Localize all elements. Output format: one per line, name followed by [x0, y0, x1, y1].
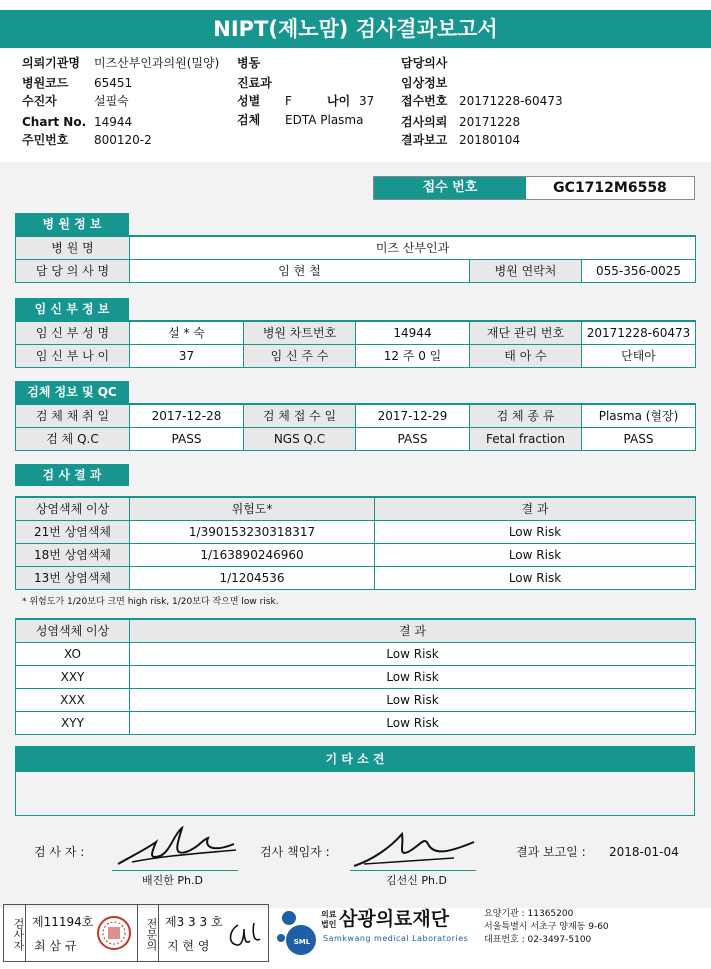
table-row — [16, 344, 696, 367]
table-row — [16, 688, 696, 711]
pregnant-name-value: 설 * 숙 — [130, 321, 244, 344]
specialist-name: 지 현 영 — [167, 939, 210, 953]
chart-no-row — [22, 113, 132, 131]
examiner-role-label: 검사자 — [4, 905, 26, 961]
chromosome-name: 18번 상염색체 — [16, 543, 130, 566]
specialist-signature — [224, 915, 264, 951]
ngs-qc-label: NGS Q.C — [244, 427, 356, 450]
report-date-value: 2018-01-04 — [609, 845, 679, 859]
sex-row — [237, 92, 374, 110]
ward-label: 병동 — [237, 56, 261, 70]
care-institution-no: 요양기관 : 11365200 — [484, 909, 574, 919]
specimen-section-title: 검체 정보 및 QC — [15, 381, 129, 403]
chart-number-label: 병원 차트번호 — [244, 321, 356, 344]
age-value: 37 — [359, 94, 375, 108]
result-value: Low Risk — [375, 520, 696, 543]
risk-value: 1/163890246960 — [130, 543, 375, 566]
risk-value: 1/1204536 — [130, 566, 375, 589]
foundation-number-value: 20171228-60473 — [582, 321, 696, 344]
specimen-info-table — [15, 403, 696, 451]
examiner-license-no: 제11194호 — [32, 915, 94, 929]
specimen-type-value: Plasma (혈장) — [582, 404, 696, 427]
sml-logo-text: SML — [293, 938, 311, 946]
organization-phone: 대표번호 : 02-3497-5100 — [484, 935, 592, 945]
sex-chromosome-name: XYY — [16, 711, 130, 734]
table-row — [16, 566, 696, 589]
specimen-row — [237, 111, 363, 129]
sex-result-value: Low Risk — [130, 688, 696, 711]
chart-no-label: Chart No. — [22, 115, 87, 129]
result-value: Low Risk — [375, 543, 696, 566]
doctor-row — [401, 54, 447, 72]
table-row — [16, 236, 696, 259]
result-value: Low Risk — [375, 566, 696, 589]
responsible-label: 검사 책임자 : — [260, 845, 330, 859]
fetal-fraction-value: PASS — [582, 427, 696, 450]
recipient-row — [22, 92, 129, 110]
hospital-name-label: 의뢰기관명 — [22, 56, 80, 70]
resident-no-value: 800120-2 — [94, 133, 152, 147]
fetus-count-label: 태 아 수 — [470, 344, 582, 367]
table-row — [16, 427, 696, 450]
sex-result-value: Low Risk — [130, 711, 696, 734]
org-prefix-bottom: 법인 — [321, 920, 337, 929]
specialist-role-label: 전문의 — [137, 905, 159, 961]
tester-name: 배진한 Ph.D — [142, 874, 203, 887]
table-header-row — [16, 497, 696, 520]
tester-sign-line — [112, 870, 238, 871]
table-row — [16, 321, 696, 344]
receipt-row — [401, 92, 563, 110]
tester-label: 검 사 자 : — [34, 845, 85, 859]
organization-name: 삼광의료재단 — [339, 908, 450, 930]
sex-label: 성별 — [237, 94, 261, 108]
remarks-title: 기 타 소 견 — [15, 746, 695, 772]
dept-row — [237, 74, 272, 92]
dept-label: 진료과 — [237, 76, 272, 90]
recipient-label: 수진자 — [22, 94, 57, 108]
organization-english-name: Samkwang medical Laboratories — [323, 934, 469, 943]
clinical-info-row — [401, 74, 447, 92]
examiner-seal-icon — [96, 915, 132, 951]
risk-footnote: * 위험도가 1/20보다 크면 high risk, 1/20보다 작으면 low risk. — [22, 597, 279, 607]
report-label: 결과보고 — [401, 133, 448, 147]
chart-number-value: 14944 — [356, 321, 470, 344]
specimen-qc-value: PASS — [130, 427, 244, 450]
sex-chromosome-name: XXX — [16, 688, 130, 711]
doctor-name-value: 임 현 철 — [130, 259, 470, 282]
pregnant-name-label: 임 신 부 성 명 — [16, 321, 130, 344]
receipt-date-value: 2017-12-29 — [356, 404, 470, 427]
receipt-date-label: 검 체 접 수 일 — [244, 404, 356, 427]
hospital-name-value: 미즈산부인과의원(밀양) — [94, 56, 220, 70]
resident-no-label: 주민번호 — [22, 133, 69, 147]
collection-date-label: 검 체 채 취 일 — [16, 404, 130, 427]
hospital-name-row — [22, 54, 219, 72]
org-prefix-top: 의료 — [321, 910, 337, 919]
test-request-value: 20171228 — [459, 115, 521, 129]
responsible-sign-line — [350, 870, 476, 871]
pregnant-section-title: 임 신 부 정 보 — [15, 298, 129, 320]
risk-column-header: 위험도* — [130, 497, 375, 520]
ward-row — [237, 54, 260, 72]
report-date-row — [401, 131, 520, 149]
pregnant-age-label: 임 신 부 나 이 — [16, 344, 130, 367]
pregnant-info-table — [15, 320, 696, 368]
sex-chromosome-column-header: 성염색체 이상 — [16, 619, 130, 642]
receipt-label: 접수번호 — [401, 94, 448, 108]
sex-result-value: Low Risk — [130, 642, 696, 665]
sex-value: F — [285, 94, 292, 108]
hospital-info-table — [15, 235, 696, 283]
autosome-column-header: 상염색체 이상 — [16, 497, 130, 520]
gestation-weeks-value: 12 주 0 일 — [356, 344, 470, 367]
sex-chromosome-name: XO — [16, 642, 130, 665]
specimen-qc-label: 검 체 Q.C — [16, 427, 130, 450]
table-row — [16, 404, 696, 427]
chromosome-name: 21번 상염색체 — [16, 520, 130, 543]
report-value: 20180104 — [459, 133, 521, 147]
sex-result-column-header: 결 과 — [130, 619, 696, 642]
test-request-row — [401, 113, 520, 131]
report-date-label: 결과 보고일 : — [516, 845, 586, 859]
gestation-weeks-label: 임 신 주 수 — [244, 344, 356, 367]
recipient-value: 설필숙 — [94, 94, 129, 108]
tester-signature — [112, 826, 242, 870]
resident-no-row — [22, 131, 152, 149]
report-title: NIPT(제노맘) 검사결과보고서 — [0, 10, 711, 48]
table-row — [16, 665, 696, 688]
hospital-code-value: 65451 — [94, 76, 133, 90]
remarks-body — [15, 772, 695, 816]
fetal-fraction-label: Fetal fraction — [470, 427, 582, 450]
examiner-name: 최 삼 규 — [34, 939, 77, 953]
clinical-info-label: 임상정보 — [401, 76, 448, 90]
receipt-number-label: 접수 번호 — [374, 177, 526, 199]
fetus-count-value: 단태아 — [582, 344, 696, 367]
table-header-row — [16, 619, 696, 642]
specimen-value: EDTA Plasma — [285, 113, 364, 127]
hospital-phone-value: 055-356-0025 — [582, 259, 696, 282]
certification-box — [3, 904, 269, 962]
hospital-section-title: 병 원 정 보 — [15, 213, 129, 235]
risk-value: 1/390153230318317 — [130, 520, 375, 543]
specimen-type-label: 검 체 종 류 — [470, 404, 582, 427]
table-row — [16, 543, 696, 566]
organization-logo-area — [275, 904, 705, 962]
sex-result-value: Low Risk — [130, 665, 696, 688]
organization-address: 서울특별시 서초구 양재동 9-60 — [484, 922, 609, 932]
hospital-phone-label: 병원 연락처 — [470, 259, 582, 282]
specimen-label: 검체 — [237, 113, 261, 127]
table-row — [16, 520, 696, 543]
result-section-title: 검 사 결 과 — [15, 464, 129, 486]
responsible-signature — [350, 826, 480, 870]
organization-contact — [484, 908, 609, 947]
age-label: 나이 — [327, 94, 351, 108]
chromosome-name: 13번 상염색체 — [16, 566, 130, 589]
result-column-header: 결 과 — [375, 497, 696, 520]
patient-info-grid — [0, 52, 711, 160]
collection-date-value: 2017-12-28 — [130, 404, 244, 427]
receipt-number-value: GC1712M6558 — [553, 180, 667, 196]
doctor-label: 담당의사 — [401, 56, 448, 70]
specialist-license-no: 제3 3 3 호 — [165, 915, 223, 929]
sml-logo-icon — [275, 908, 319, 958]
doctor-name-label: 담 당 의 사 명 — [16, 259, 130, 282]
hospital-name-label: 병 원 명 — [16, 236, 130, 259]
sex-chromosome-table — [15, 618, 696, 735]
sex-chromosome-name: XXY — [16, 665, 130, 688]
autosome-result-table — [15, 496, 696, 590]
pregnant-age-value: 37 — [130, 344, 244, 367]
receipt-value: 20171228-60473 — [459, 94, 563, 108]
receipt-number-box — [373, 176, 695, 200]
hospital-code-label: 병원코드 — [22, 76, 69, 90]
org-prefix — [321, 910, 336, 930]
foundation-number-label: 재단 관리 번호 — [470, 321, 582, 344]
hospital-code-row — [22, 74, 132, 92]
hospital-name-value: 미즈 산부인과 — [130, 236, 696, 259]
ngs-qc-value: PASS — [356, 427, 470, 450]
table-row — [16, 642, 696, 665]
table-row — [16, 711, 696, 734]
signature-area — [0, 826, 711, 896]
chart-no-value: 14944 — [94, 115, 133, 129]
table-row — [16, 259, 696, 282]
responsible-name: 김선신 Ph.D — [386, 874, 447, 887]
test-request-label: 검사의뢰 — [401, 115, 448, 129]
